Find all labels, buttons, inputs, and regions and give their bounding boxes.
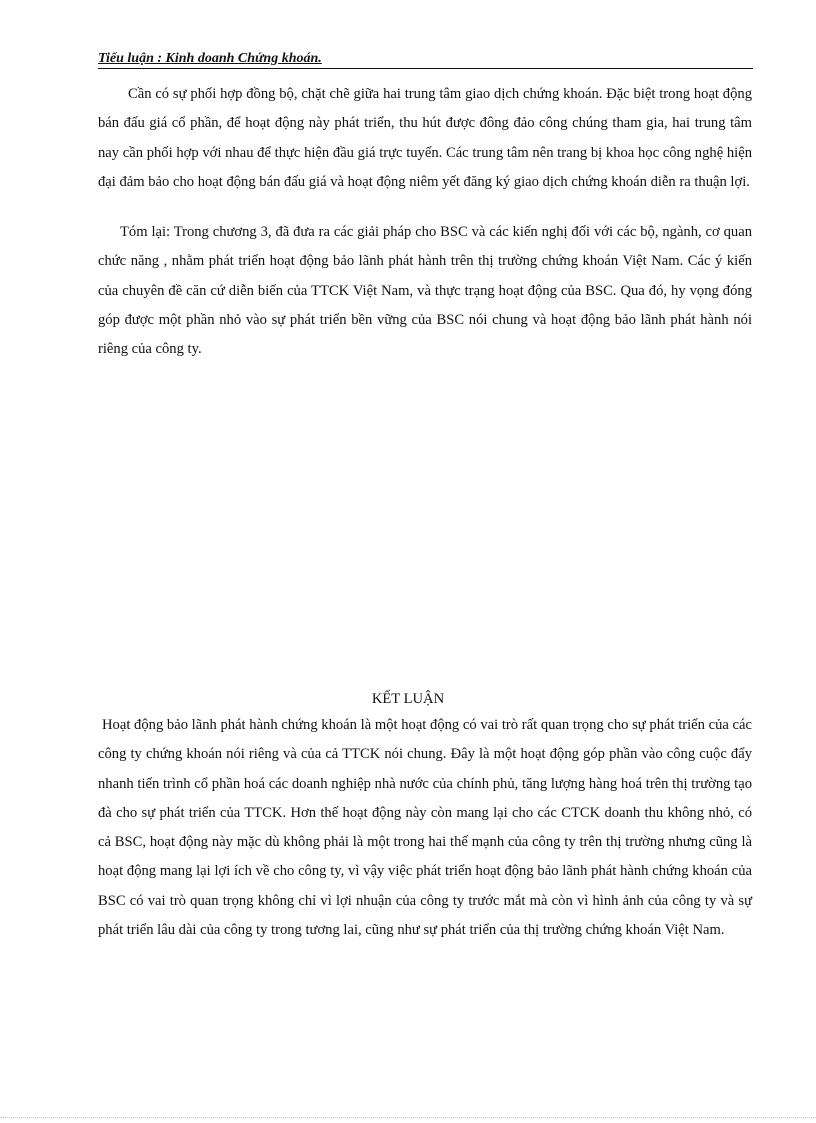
conclusion-paragraph: Hoạt động bảo lãnh phát hành chứng khoán là một hoạt động có vai trò rất quan trọng cho sự phát triển của các công ty chứng khoán nói riêng và của cả TTCK nói chung. Đây là một hoạt động góp phần vào công cuộc đẩy nhanh tiến trình cổ phần hoá các doanh nghiệp nhà nước của chính phủ, tăng lượng hàng hoá trên thị trường tạo đà cho sự phát triển của TTCK. Hơn thế hoạt động này còn mang lại cho các CTCK doanh thu không nhỏ, có cả BSC, hoạt động này mặc dù không phải là một trong hai thế mạnh của công ty trên thị trường nhưng cũng là hoạt động mang lại lợi ích về cho công ty, vì vậy việc phát triển hoạt động bảo lãnh phát hành chứng khoán của BSC có vai trò quan trọng không chỉ vì lợi nhuận của công ty trước mắt mà còn vì hình ảnh của công ty và sự phát triển lâu dài của công ty trong tương lai, cũng như sự phát triển của thị trường chứng khoán Việt Nam. [98,717,752,939]
page-bottom-divider [0,1117,816,1118]
paragraph-coordination: Cần có sự phối hợp đồng bộ, chặt chẽ giữa hai trung tâm giao dịch chứng khoán. Đặc biệt trong hoạt động bán đấu giá cổ phần, để hoạt động này phát triển, thu hút được đông đảo công chúng tham gia, hai trung tâm nay cần phối hợp với nhau để thực hiện đầu giá trực tuyến. Các trung tâm nên trang bị khoa học công nghệ hiện đại đảm bảo cho hoạt động bán đấu giá và hoạt động niêm yết đăng ký giao dịch chứng khoán diễn ra thuận lợi. [98,86,752,190]
page-header: Tiểu luận : Kinh doanh Chứng khoán. [98,50,753,69]
conclusion-title: KẾT LUẬN [371,691,445,707]
paragraph-summary: Tóm lại: Trong chương 3, đã đưa ra các giải pháp cho BSC và các kiến nghị đối với các bộ, ngành, cơ quan chức năng , nhằm phát triển hoạt động bảo lãnh phát hành trên thị trường chứng khoán Việt Nam. Các ý kiến của chuyên đề căn cứ diễn biến của TTCK Việt Nam, và thực trạng hoạt động của BSC. Qua đó, hy vọng đóng góp được một phần nhỏ vào sự phát triển bền vững của BSC nói chung và hoạt động bảo lãnh phát hành nói riêng của công ty. [98,224,752,358]
